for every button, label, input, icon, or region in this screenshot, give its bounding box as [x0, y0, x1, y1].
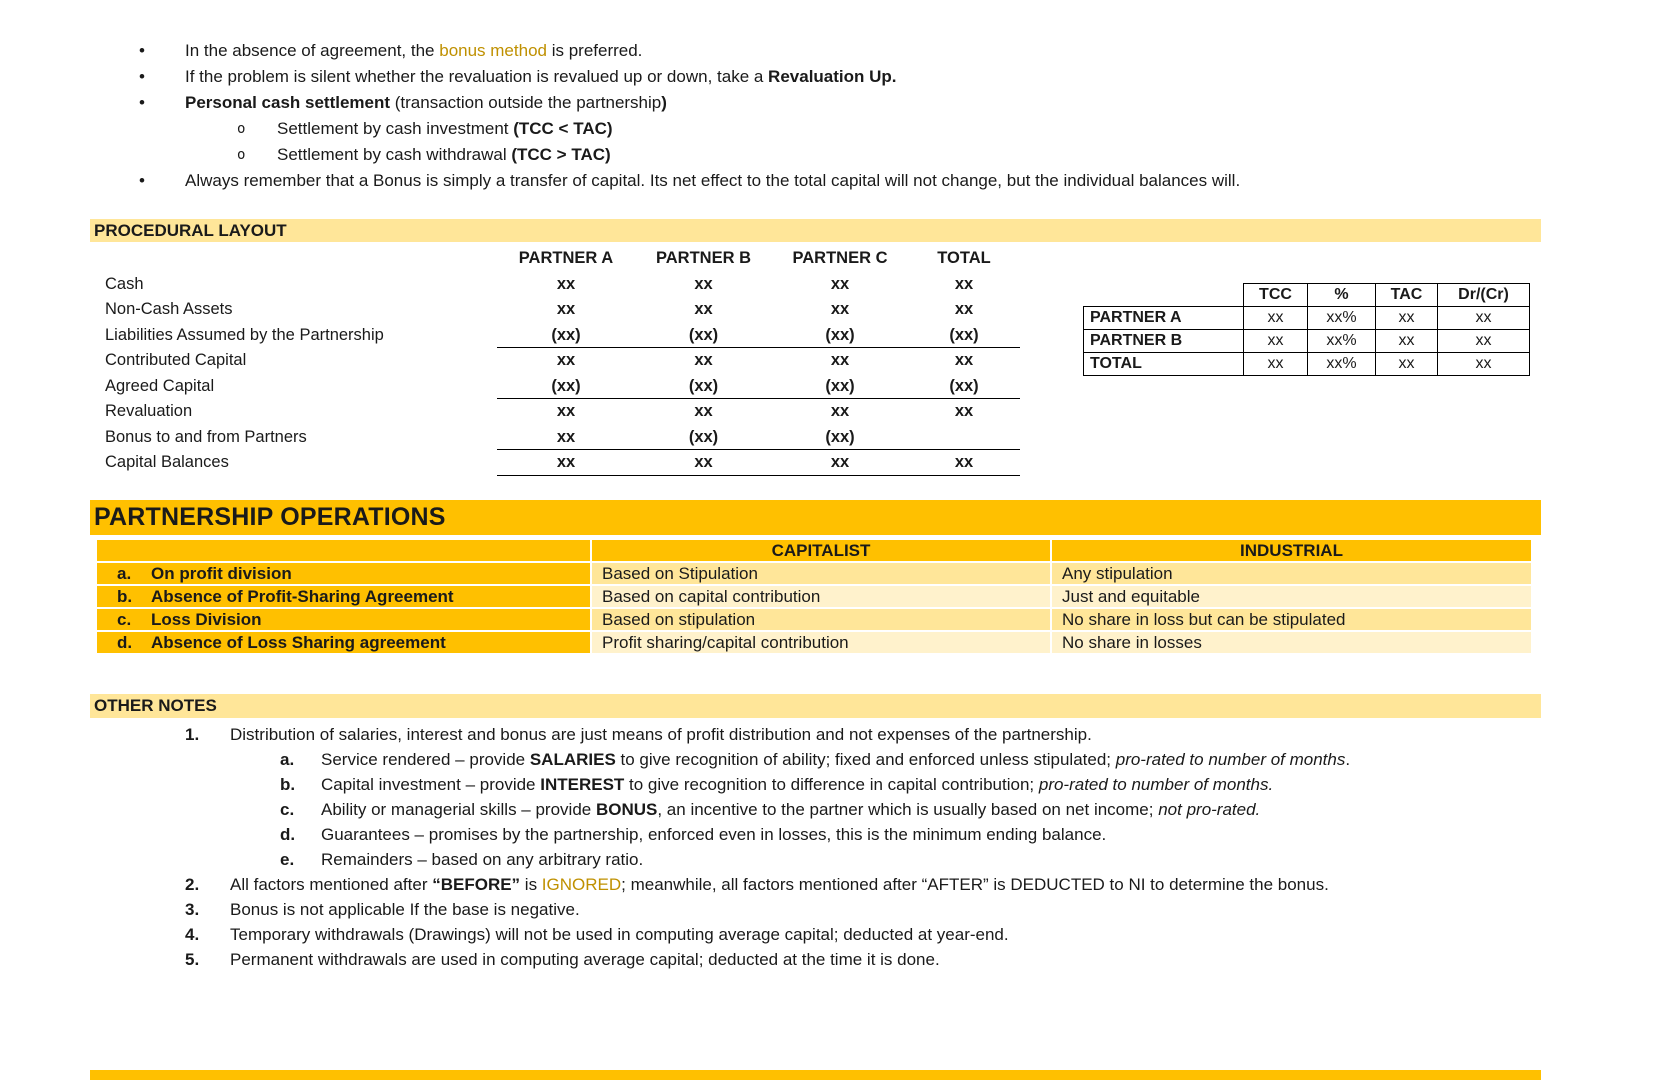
- proc-value: xx: [694, 351, 713, 369]
- ops-industrial-cell: Just and equitable: [1051, 585, 1532, 608]
- ops-capitalist-cell: Profit sharing/capital contribution: [591, 631, 1051, 654]
- proc-row-label: Non-Cash Assets: [105, 300, 233, 318]
- proc-value: (xx): [551, 325, 581, 344]
- proc-value: xx: [954, 453, 974, 471]
- proc-value: xx: [556, 274, 576, 293]
- ops-industrial-cell: No share in losses: [1051, 631, 1532, 654]
- tcc-col-header: TCC: [1244, 284, 1308, 307]
- note-sub-item: [280, 797, 1525, 822]
- proc-value: (xx): [688, 325, 719, 344]
- tcc-value: xx%: [1308, 353, 1376, 376]
- tcc-value: xx: [1244, 353, 1308, 376]
- bullet-icon: •: [139, 41, 145, 60]
- proc-row: [105, 374, 1020, 400]
- tcc-row-label: PARTNER B: [1084, 330, 1244, 353]
- proc-value: (xx): [949, 325, 979, 344]
- note-text: Service rendered – provide SALARIES to give recognition of ability; fixed and enforced unless stipulated; pro-rated to number of months.: [321, 750, 1351, 769]
- note-item: [185, 722, 1525, 747]
- proc-value: [908, 425, 1020, 450]
- section-title: PROCEDURAL LAYOUT: [94, 221, 287, 240]
- proc-col-header: PARTNER A: [518, 249, 614, 267]
- ops-industrial-cell: Any stipulation: [1051, 562, 1532, 585]
- proc-row-label: Capital Balances: [105, 453, 229, 471]
- proc-value: (xx): [825, 325, 855, 344]
- proc-value: (xx): [688, 376, 719, 395]
- bullet-item: [139, 38, 1559, 64]
- ops-col-header: INDUSTRIAL: [1051, 539, 1532, 562]
- note-text: Guarantees – promises by the partnership, enforced even in losses, this is the minimum ending balance.: [321, 825, 1107, 844]
- procedural-layout-table: [105, 246, 1020, 476]
- ops-row-label: d. Absence of Loss Sharing agreement: [96, 631, 591, 654]
- proc-value: xx: [830, 300, 850, 318]
- proc-value: (xx): [825, 376, 855, 395]
- proc-value: xx: [556, 351, 576, 369]
- ops-capitalist-cell: Based on capital contribution: [591, 585, 1051, 608]
- note-text: Capital investment – provide INTEREST to give recognition to difference in capital contribution; pro-rated to number of months.: [321, 775, 1274, 794]
- note-item: [185, 922, 1525, 947]
- proc-value: xx: [830, 402, 850, 420]
- ops-row-label: c. Loss Division: [96, 608, 591, 631]
- proc-value: xx: [556, 453, 576, 471]
- tcc-corner-cell: [1084, 284, 1244, 307]
- note-sub-item: [280, 822, 1525, 847]
- proc-row: [105, 297, 1020, 323]
- section-title: PARTNERSHIP OPERATIONS: [94, 503, 446, 531]
- other-notes-list: [185, 722, 1525, 972]
- proc-value: xx: [694, 453, 713, 471]
- bullet-text: In the absence of agreement, the bonus method is preferred.: [185, 41, 643, 60]
- proc-value: (xx): [688, 427, 719, 446]
- proc-row-label: Contributed Capital: [105, 351, 247, 369]
- proc-value: xx: [830, 453, 850, 471]
- bullet-text: Personal cash settlement (transaction outside the partnership): [185, 93, 667, 112]
- note-number: 5.: [185, 950, 200, 969]
- bullet-text: If the problem is silent whether the revaluation is revalued up or down, take a Revaluation Up.: [185, 67, 897, 86]
- ops-col-header: CAPITALIST: [591, 539, 1051, 562]
- section-header-procedural-layout: [90, 219, 1541, 242]
- tcc-row: [1084, 307, 1530, 330]
- proc-value: xx: [556, 300, 576, 318]
- bullet-icon: •: [139, 93, 145, 112]
- proc-col-header: PARTNER C: [792, 249, 888, 267]
- tcc-header-row: [1084, 284, 1530, 307]
- note-sub-item: [280, 847, 1525, 872]
- proc-value: (xx): [825, 427, 855, 446]
- ops-row: [96, 585, 1532, 608]
- proc-row-label: Revaluation: [105, 402, 193, 420]
- proc-value: xx: [556, 402, 576, 420]
- proc-value: xx: [954, 274, 974, 293]
- bullet-item: [139, 90, 1559, 116]
- proc-header-row: [105, 246, 1020, 272]
- next-section-band-partial: [90, 1070, 1541, 1080]
- proc-row: [105, 348, 1020, 374]
- note-text: Permanent withdrawals are used in computing average capital; deducted at the time it is done.: [230, 950, 940, 969]
- proc-row-label: Cash: [105, 274, 144, 293]
- ops-row: [96, 631, 1532, 654]
- tcc-value: xx: [1244, 307, 1308, 330]
- proc-col-header: PARTNER B: [655, 249, 752, 267]
- ops-corner-cell: [96, 539, 591, 562]
- note-text: Ability or managerial skills – provide BONUS, an incentive to the partner which is usually based on net income; not pro-rated.: [321, 800, 1261, 819]
- note-letter: d.: [280, 825, 296, 844]
- note-number: 3.: [185, 900, 200, 919]
- bullet-icon: •: [139, 171, 145, 190]
- proc-row: [105, 323, 1020, 349]
- tcc-col-header: Dr/(Cr): [1438, 284, 1530, 307]
- tcc-value: xx: [1376, 353, 1438, 376]
- tcc-value: xx: [1438, 353, 1530, 376]
- proc-row-label: Bonus to and from Partners: [105, 427, 307, 446]
- note-text: Distribution of salaries, interest and bonus are just means of profit distribution and not expenses of the partnership.: [230, 725, 1092, 744]
- note-text: All factors mentioned after “BEFORE” is IGNORED; meanwhile, all factors mentioned after “AFTER” is DEDUCTED to NI to determine the bonus.: [230, 875, 1329, 894]
- circle-bullet-icon: o: [237, 121, 246, 137]
- tcc-tac-summary-table: [1083, 283, 1530, 376]
- bullet-text: Settlement by cash investment (TCC < TAC): [277, 119, 613, 138]
- note-item: [185, 897, 1525, 922]
- note-text: Temporary withdrawals (Drawings) will not be used in computing average capital; deducted at year-end.: [230, 925, 1009, 944]
- note-letter: e.: [280, 850, 295, 869]
- proc-value: xx: [830, 351, 850, 369]
- note-letter: c.: [280, 800, 295, 819]
- proc-row: [105, 272, 1020, 298]
- proc-value: xx: [954, 402, 974, 420]
- proc-value: xx: [694, 300, 713, 318]
- tcc-row: [1084, 353, 1530, 376]
- tcc-col-header: %: [1308, 284, 1376, 307]
- note-letter: b.: [280, 775, 296, 794]
- note-text: Bonus is not applicable If the base is negative.: [230, 900, 580, 919]
- summary-bullet-list: [139, 38, 1559, 194]
- tcc-value: xx%: [1308, 330, 1376, 353]
- note-sub-item: [280, 747, 1525, 772]
- section-header-other-notes: [90, 694, 1541, 718]
- ops-capitalist-cell: Based on stipulation: [591, 608, 1051, 631]
- note-number: 1.: [185, 725, 200, 744]
- proc-value: xx: [694, 402, 713, 420]
- tcc-row-label: TOTAL: [1084, 353, 1244, 376]
- proc-row: [105, 450, 1020, 476]
- circle-bullet-icon: o: [237, 147, 246, 163]
- ops-industrial-cell: No share in loss but can be stipulated: [1051, 608, 1532, 631]
- proc-row: [105, 399, 1020, 425]
- proc-value: xx: [954, 300, 974, 318]
- tcc-value: xx: [1438, 307, 1530, 330]
- note-text: Remainders – based on any arbitrary ratio.: [321, 850, 644, 869]
- tcc-row-label: PARTNER A: [1084, 307, 1244, 330]
- ops-row: [96, 562, 1532, 585]
- bullet-text: Settlement by cash withdrawal (TCC > TAC): [277, 145, 611, 164]
- proc-row-label: Agreed Capital: [105, 376, 215, 395]
- proc-row-label: Liabilities Assumed by the Partnership: [105, 325, 384, 344]
- note-number: 4.: [185, 925, 200, 944]
- bullet-item: [139, 168, 1559, 194]
- bullet-sub-item: [237, 142, 1559, 168]
- tcc-value: xx%: [1308, 307, 1376, 330]
- ops-row-label: b. Absence of Profit-Sharing Agreement: [96, 585, 591, 608]
- proc-value: (xx): [949, 376, 979, 395]
- tcc-value: xx: [1438, 330, 1530, 353]
- bullet-sub-item: [237, 116, 1559, 142]
- section-title: OTHER NOTES: [94, 696, 217, 715]
- ops-row: [96, 608, 1532, 631]
- tcc-row: [1084, 330, 1530, 353]
- bullet-text: Always remember that a Bonus is simply a transfer of capital. Its net effect to the total capital will not change, but the individual balances will.: [185, 171, 1241, 190]
- proc-value: xx: [954, 351, 974, 369]
- ops-header-row: [96, 539, 1532, 562]
- note-letter: a.: [280, 750, 295, 769]
- proc-col-header: TOTAL: [937, 249, 991, 267]
- note-sub-item: [280, 772, 1525, 797]
- bullet-item: [139, 64, 1559, 90]
- tcc-value: xx: [1376, 330, 1438, 353]
- section-header-partnership-operations: [90, 500, 1541, 535]
- tcc-value: xx: [1376, 307, 1438, 330]
- tcc-col-header: TAC: [1376, 284, 1438, 307]
- note-number: 2.: [185, 875, 200, 894]
- partnership-operations-table: [95, 538, 1533, 655]
- tcc-value: xx: [1244, 330, 1308, 353]
- bullet-icon: •: [139, 67, 145, 86]
- note-item: [185, 872, 1525, 897]
- ops-row-label: a. On profit division: [96, 562, 591, 585]
- proc-value: (xx): [551, 376, 581, 395]
- proc-corner-cell: [105, 246, 497, 272]
- proc-value: xx: [830, 274, 850, 293]
- note-item: [185, 947, 1525, 972]
- proc-row: [105, 425, 1020, 451]
- proc-value: xx: [694, 274, 713, 293]
- ops-capitalist-cell: Based on Stipulation: [591, 562, 1051, 585]
- proc-value: xx: [556, 427, 576, 446]
